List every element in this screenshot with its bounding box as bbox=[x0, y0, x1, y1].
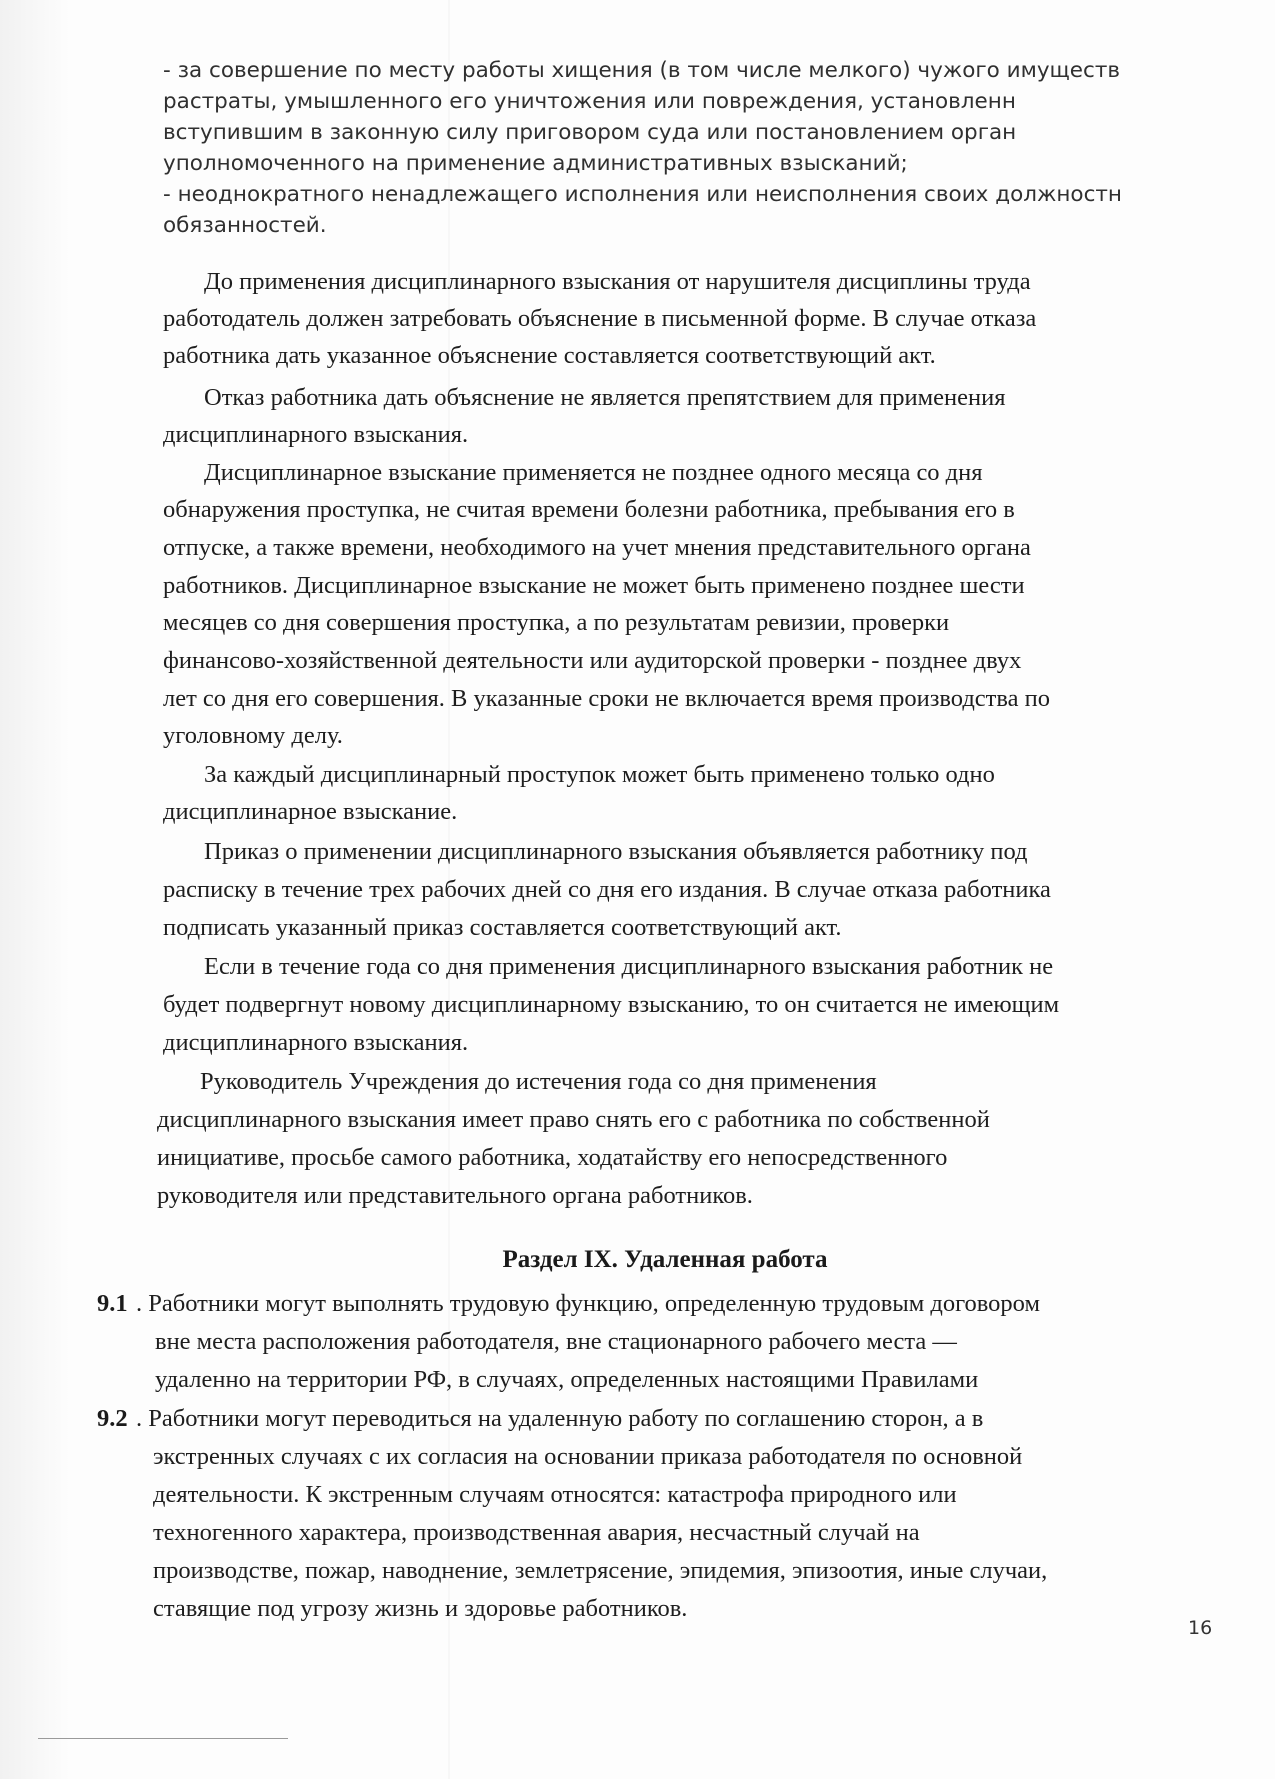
list-line: - за совершение по месту работы хищения (в том числе мелкого) чужого имуществ bbox=[163, 58, 1121, 83]
paragraph-line: За каждый дисциплинарный проступок может быть применено только одно bbox=[204, 761, 995, 788]
paragraph-line: Дисциплинарное взыскание применяется не позднее одного месяца со дня bbox=[204, 459, 983, 486]
list-line: уполномоченного на применение административных взысканий; bbox=[163, 151, 908, 176]
item-line: экстренных случаях с их согласия на основании приказа работодателя по основной bbox=[153, 1443, 1023, 1470]
paragraph-line: инициативе, просьбе самого работника, ходатайству его непосредственного bbox=[157, 1144, 948, 1171]
paragraph-line: обнаружения проступка, не считая времени болезни работника, пребывания его в bbox=[163, 496, 1015, 523]
item-number: 9.1 bbox=[97, 1290, 128, 1317]
paragraph-line: уголовному делу. bbox=[163, 722, 343, 749]
paragraph-line: месяцев со дня совершения проступка, а по результатам ревизии, проверки bbox=[163, 609, 950, 636]
section-heading: Раздел IX. Удаленная работа bbox=[502, 1246, 828, 1273]
scan-edge-shadow bbox=[0, 0, 70, 1779]
paragraph-line: дисциплинарного взыскания. bbox=[163, 421, 469, 448]
paragraph-line: Если в течение года со дня применения дисциплинарного взыскания работник не bbox=[204, 953, 1054, 980]
paragraph-line: работников. Дисциплинарное взыскание не может быть применено позднее шести bbox=[163, 572, 1025, 599]
item-line: ставящие под угрозу жизнь и здоровье работников. bbox=[153, 1595, 688, 1622]
paragraph-line: До применения дисциплинарного взыскания от нарушителя дисциплины труда bbox=[204, 268, 1031, 295]
paragraph-line: отпуске, а также времени, необходимого на учет мнения представительного органа bbox=[163, 534, 1031, 561]
list-line: обязанностей. bbox=[163, 213, 327, 238]
paragraph-line: Руководитель Учреждения до истечения года со дня применения bbox=[200, 1068, 877, 1095]
page-number: 16 bbox=[1188, 1617, 1213, 1639]
paragraph-line: Отказ работника дать объяснение не является препятствием для применения bbox=[204, 384, 1006, 411]
paragraph-line: дисциплинарное взыскание. bbox=[163, 798, 458, 825]
list-line: вступившим в законную силу приговором суда или постановлением орган bbox=[163, 120, 1017, 145]
paragraph-line: будет подвергнут новому дисциплинарному взысканию, то он считается не имеющим bbox=[163, 991, 1060, 1018]
item-line: деятельности. К экстренным случаям относятся: катастрофа природного или bbox=[153, 1481, 957, 1508]
paragraph-line: Приказ о применении дисциплинарного взыскания объявляется работнику под bbox=[204, 838, 1028, 865]
paragraph-line: работодатель должен затребовать объяснение в письменной форме. В случае отказа bbox=[163, 305, 1037, 332]
item-line: . Работники могут переводиться на удаленную работу по соглашению сторон, а в bbox=[136, 1405, 984, 1432]
paragraph-line: дисциплинарного взыскания имеет право снять его с работника по собственной bbox=[157, 1106, 990, 1133]
item-line: техногенного характера, производственная авария, несчастный случай на bbox=[153, 1519, 920, 1546]
paragraph-line: расписку в течение трех рабочих дней со дня его издания. В случае отказа работника bbox=[163, 876, 1051, 903]
paragraph-line: финансово-хозяйственной деятельности или аудиторской проверки - позднее двух bbox=[163, 647, 1022, 674]
paragraph-line: подписать указанный приказ составляется соответствующий акт. bbox=[163, 914, 842, 941]
paragraph-line: дисциплинарного взыскания. bbox=[163, 1029, 469, 1056]
bottom-rule bbox=[38, 1738, 288, 1739]
item-line: вне места расположения работодателя, вне стационарного рабочего места — bbox=[155, 1328, 957, 1355]
list-line: - неоднократного ненадлежащего исполнения или неисполнения своих должностн bbox=[163, 182, 1122, 207]
item-line: . Работники могут выполнять трудовую функцию, определенную трудовым договором bbox=[136, 1290, 1040, 1317]
paragraph-line: лет со дня его совершения. В указанные сроки не включается время производства по bbox=[163, 685, 1050, 712]
list-line: растраты, умышленного его уничтожения или повреждения, установленн bbox=[163, 89, 1016, 114]
paragraph-line: руководителя или представительного органа работников. bbox=[157, 1182, 753, 1209]
item-number: 9.2 bbox=[97, 1405, 128, 1432]
paragraph-line: работника дать указанное объяснение составляется соответствующий акт. bbox=[163, 342, 936, 369]
item-line: производстве, пожар, наводнение, землетрясение, эпидемия, эпизоотия, иные случаи, bbox=[153, 1557, 1048, 1584]
item-line: удаленно на территории РФ, в случаях, определенных настоящими Правилами bbox=[155, 1366, 979, 1393]
